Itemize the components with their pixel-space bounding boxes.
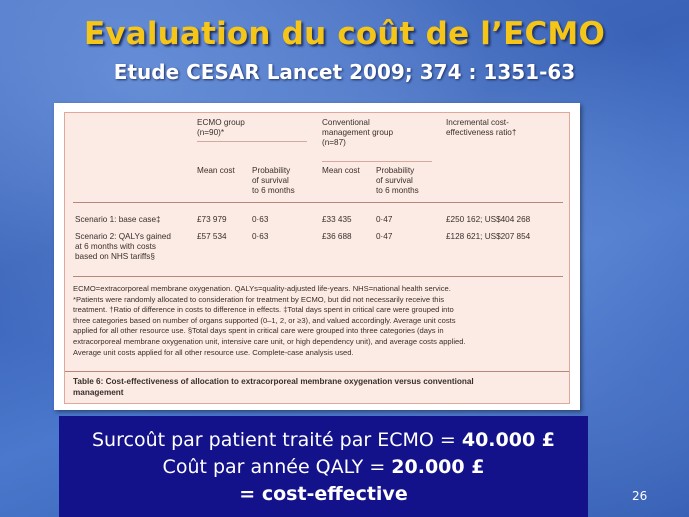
footnote-line: treatment. †Ratio of difference in costs to difference in effects. ‡Total days spent in critical care were grouped into <box>73 305 454 315</box>
conv-probability: 0·47 <box>376 232 393 241</box>
subheader-text: to 6 months <box>376 186 419 195</box>
summary-cost-per-qaly <box>59 456 588 478</box>
slide-title: Evaluation du coût de l’ECMO <box>83 16 606 52</box>
header-icer-line2: effectiveness ratio† <box>446 128 517 137</box>
conv-mean-cost: £33 435 <box>322 215 352 224</box>
summary-conclusion: = cost-effective <box>239 483 408 505</box>
slide-subtitle: Etude CESAR Lancet 2009; 374 : 1351-63 <box>113 60 576 84</box>
subheader-text: of survival <box>376 176 413 185</box>
subheader-text: Probability <box>252 166 291 175</box>
table-footnotes <box>73 284 565 358</box>
ecmo-probability: 0·63 <box>252 215 269 224</box>
caption-text <box>73 376 563 398</box>
header-conv-line3: (n=87) <box>322 138 346 147</box>
header-ecmo-group <box>197 118 245 138</box>
icer-value: £250 162; US$404 268 <box>446 215 531 224</box>
summary-label: Surcoût par patient traité par ECMO = <box>92 429 462 451</box>
caption-line: Table 6: Cost-effectiveness of allocation to extracorporeal membrane oxygenation versus conventional <box>73 377 474 386</box>
footnote-line: Average unit costs applied for all other resource use. Complete-case analysis used. <box>73 347 354 357</box>
row-label <box>75 232 171 262</box>
ecmo-probability: 0·63 <box>252 232 269 241</box>
ecmo-group-rule <box>197 141 307 142</box>
ecmo-mean-cost: £57 534 <box>197 232 227 241</box>
footnote-line: three categories based on number of organs supported (0–1, 2, or ≥3), and valued accordingly. Average unit costs <box>73 315 456 325</box>
footnote-line: ECMO=extracorporeal membrane oxygenation. QALYs=quality-adjusted life-years. NHS=national health service. <box>73 284 451 293</box>
table-caption <box>65 371 569 404</box>
row-label-line: at 6 months with costs <box>75 242 156 251</box>
body-rule <box>73 276 563 277</box>
conv-mean-cost: £36 688 <box>322 232 352 241</box>
footnote-line: *Patients were randomly allocated to consideration for treatment by ECMO, but did not necessarily receive this <box>73 294 445 304</box>
subheader-text: of survival <box>252 176 289 185</box>
summary-value: 20.000 £ <box>391 456 485 478</box>
ecmo-mean-cost: £73 979 <box>197 215 227 224</box>
subheader-text: Probability <box>376 166 415 175</box>
header-icer-line1: Incremental cost- <box>446 118 509 127</box>
subheader-ecmo-mean-cost: Mean cost <box>197 166 235 175</box>
caption-line: management <box>73 388 124 397</box>
row-label-line: based on NHS tariffs§ <box>75 252 155 261</box>
header-conv-line2: management group <box>322 128 394 137</box>
summary-value: 40.000 £ <box>461 429 555 451</box>
header-ecmo-line1: ECMO group <box>197 118 245 127</box>
cost-effectiveness-table <box>64 112 570 404</box>
header-conventional-group <box>322 118 393 148</box>
header-icer <box>446 118 516 138</box>
summary-label: Coût par année QALY = <box>162 456 392 478</box>
summary-cost-per-patient <box>59 429 588 451</box>
summary-box <box>59 416 588 517</box>
header-rule <box>73 202 563 203</box>
subheader-ecmo-probability <box>252 166 295 196</box>
header-conv-line1: Conventional <box>322 118 370 127</box>
conv-probability: 0·47 <box>376 215 393 224</box>
subheader-conv-probability <box>376 166 419 196</box>
header-ecmo-line2: (n=90)* <box>197 128 225 137</box>
row-label: Scenario 1: base case‡ <box>75 215 161 224</box>
row-label-line: Scenario 2: QALYs gained <box>75 232 171 241</box>
conv-group-rule <box>322 161 432 162</box>
icer-value: £128 621; US$207 854 <box>446 232 531 241</box>
subheader-text: to 6 months <box>252 186 295 195</box>
subheader-conv-mean-cost: Mean cost <box>322 166 360 175</box>
footnote-line: applied for all other resource use. §Total days spent in critical care were grouped into three categories (days in <box>73 326 444 336</box>
footnote-line: extracorporeal membrane oxygenation unit, intensive care unit, or high dependency unit), and average costs applied. <box>73 336 466 346</box>
page-number: 26 <box>632 489 648 503</box>
table-image <box>54 103 580 410</box>
